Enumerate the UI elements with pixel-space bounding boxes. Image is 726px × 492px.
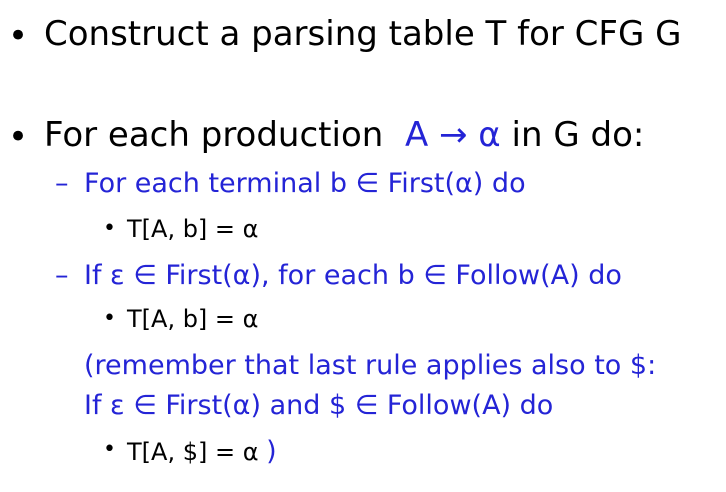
sub-if-epsilon-in-first: If ε ∈ First(α), for each b ∈ Follow(A) do [84, 260, 622, 291]
note-line-1: (remember that last rule applies also to $: [84, 350, 657, 381]
dash-marker: – [55, 168, 69, 199]
production-prefix: For each production [44, 115, 384, 155]
dash-marker: – [55, 260, 69, 291]
sub-for-each-terminal: For each terminal b ∈ First(α) do [84, 168, 526, 199]
action-table-entry-dollar [127, 436, 277, 467]
production-suffix: in G do: [511, 115, 645, 155]
dollar-action-text: T[A, $] = α [127, 438, 259, 466]
bullet-marker: • [103, 306, 116, 331]
note-close-paren: ) [266, 436, 277, 467]
bullet-for-each-production [44, 115, 644, 155]
bullet-construct-table: Construct a parsing table T for CFG G [44, 14, 682, 54]
bullet-marker: • [103, 437, 116, 462]
bullet-marker: • [8, 16, 29, 56]
action-table-entry-1: T[A, b] = α [127, 215, 259, 243]
production-rule: A → α [404, 115, 501, 155]
bullet-marker: • [8, 117, 29, 157]
bullet-marker: • [103, 216, 116, 241]
action-table-entry-2: T[A, b] = α [127, 305, 259, 333]
note-line-2: If ε ∈ First(α) and $ ∈ Follow(A) do [84, 390, 554, 421]
